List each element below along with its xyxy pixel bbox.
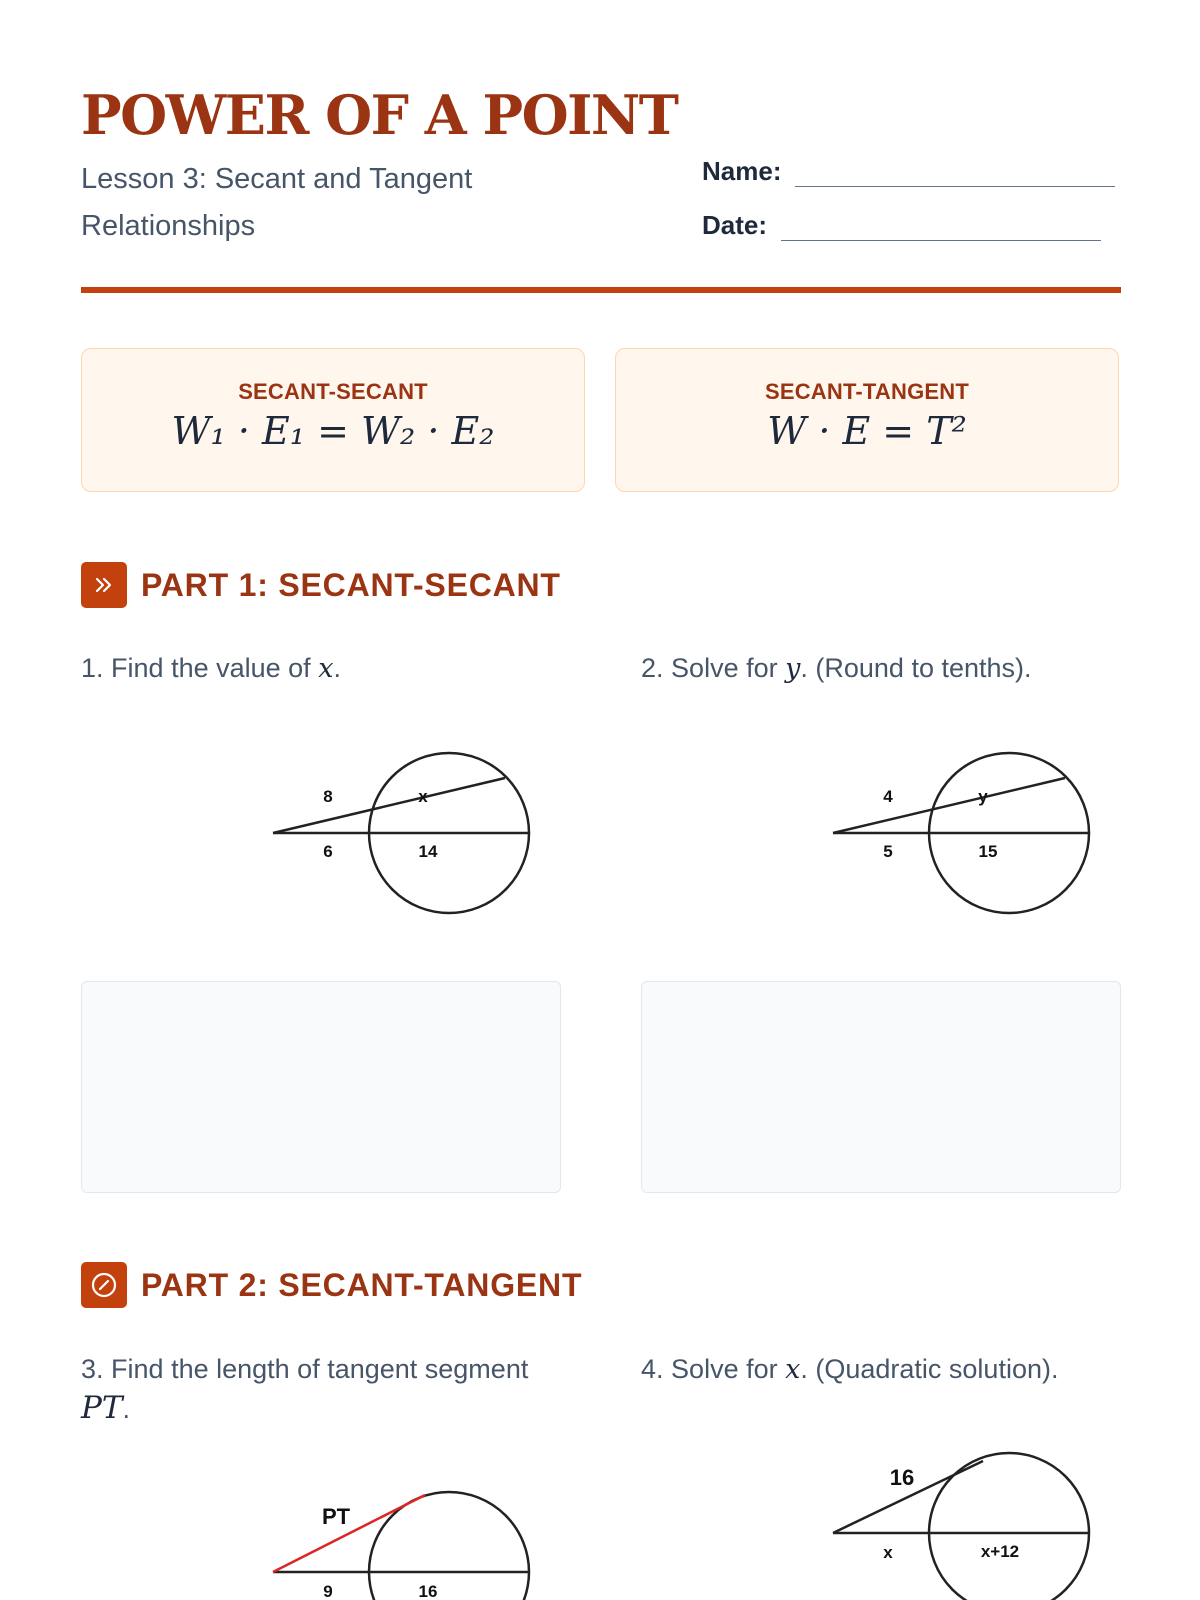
question-1 (81, 649, 561, 688)
name-label: Name: (702, 156, 782, 186)
question-variable: x (785, 1354, 801, 1385)
question-variable: PT (81, 1390, 123, 1426)
name-row (702, 156, 1115, 187)
label-top-inner: x (418, 787, 428, 806)
question-4 (641, 1350, 1121, 1389)
section-title: PART 2: SECANT-TANGENT (141, 1266, 583, 1303)
label-inner: 16 (418, 1582, 438, 1600)
header-divider (81, 287, 1121, 293)
answer-box-q2[interactable] (641, 981, 1121, 1193)
question-text: Solve for (671, 653, 778, 683)
no-entry-circle-icon (81, 1262, 127, 1308)
question-number: 2. (641, 653, 664, 683)
page-subtitle: Lesson 3: Secant and Tangent Relationships (81, 163, 473, 242)
label-bottom-inner: 14 (418, 842, 438, 861)
circle (369, 1492, 529, 1600)
section-header-part-1 (81, 562, 561, 608)
secant-line-upper (833, 778, 1065, 833)
figure-q3-secant-tangent (190, 1481, 542, 1600)
figure-q1-secant-secant (190, 752, 542, 924)
figure-q2-secant-secant (750, 752, 1102, 924)
formula-equation: W₁ · E₁ = W₂ · E₂ (171, 409, 495, 453)
label-top-inner: y (978, 787, 988, 806)
question-text: Find the value of (111, 653, 311, 683)
question-variable: y (785, 653, 801, 684)
formula-equation: W · E = T² (767, 409, 967, 453)
formula-label: SECANT-SECANT (238, 379, 428, 404)
question-number: 4. (641, 1354, 664, 1384)
page-title: POWER OF A POINT (81, 83, 678, 147)
section-header-part-2 (81, 1262, 582, 1308)
question-text-end: . (Quadratic solution). (800, 1354, 1059, 1384)
worksheet-page (81, 0, 1121, 1600)
label-top-outer: 8 (323, 787, 333, 806)
question-text: Solve for (671, 1354, 778, 1384)
date-field[interactable] (781, 214, 1101, 241)
label-tangent: PT (321, 1504, 351, 1529)
secant-line-upper (273, 778, 505, 833)
section-title: PART 1: SECANT-SECANT (141, 566, 561, 603)
figure-q4-secant-tangent (750, 1450, 1102, 1600)
label-bottom-outer: 6 (323, 842, 333, 861)
question-variable: x (318, 653, 334, 684)
double-chevron-right-icon (81, 562, 127, 608)
question-number: 3. (81, 1354, 104, 1384)
question-text-end: . (Round to tenths). (800, 653, 1032, 683)
question-text-end: . (333, 653, 341, 683)
label-inner: x+12 (980, 1542, 1020, 1561)
question-text: Find the length of tangent segment (111, 1354, 529, 1384)
label-outer: x (883, 1543, 893, 1562)
question-number: 1. (81, 653, 104, 683)
label-outer: 9 (323, 1582, 333, 1600)
answer-box-q1[interactable] (81, 981, 561, 1193)
label-top-outer: 4 (883, 787, 893, 806)
date-label: Date: (702, 210, 768, 240)
question-2 (641, 649, 1121, 688)
label-tangent: 16 (889, 1465, 915, 1490)
label-bottom-inner: 15 (978, 842, 998, 861)
formula-label: SECANT-TANGENT (764, 379, 970, 404)
formula-card-secant-secant (81, 348, 585, 492)
name-field[interactable] (795, 160, 1115, 187)
question-text-end: . (122, 1394, 131, 1424)
question-3 (81, 1350, 561, 1429)
date-row (702, 210, 1101, 241)
formula-card-secant-tangent (615, 348, 1119, 492)
label-bottom-outer: 5 (883, 842, 893, 861)
